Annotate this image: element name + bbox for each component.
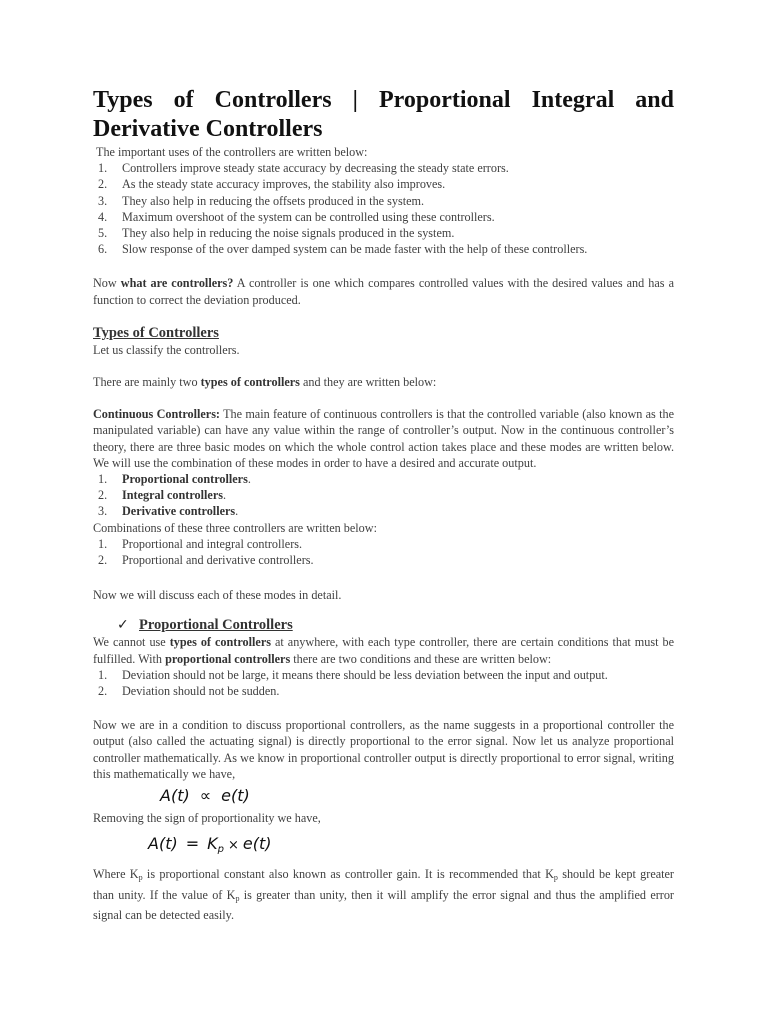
list-item: 3. Derivative controllers. xyxy=(98,504,239,519)
page-title: Types of Controllers | Proportional Integral and Derivative Controllers xyxy=(93,87,674,142)
continuous-paragraph: Continuous Controllers: The main feature of continuous controllers is that the controlled variable (also known as the manipulated variable) can have any value within the range of controller’s output. Now in the continuous controller’s theory, there are three basic modes on which the whole control action takes place and these modes are written below. We will use the combination of these modes in order to have a desired and accurate output. xyxy=(93,407,674,470)
removing-text: Removing the sign of proportionality we have, xyxy=(93,811,321,826)
uses-list xyxy=(93,160,674,257)
gain-equation: $A(t) = K_p \times e(t)$ xyxy=(148,834,272,856)
list-item: 2. As the steady state accuracy improves, the stability also improves. xyxy=(98,177,446,192)
intro-text: The important uses of the controllers are written below: xyxy=(96,145,368,159)
combinations-intro: Combinations of these three controllers are written below: xyxy=(93,520,377,535)
proportional-heading: Proportional Controllers xyxy=(139,617,293,634)
combinations-list xyxy=(93,536,674,568)
list-item: 1. Proportional controllers. xyxy=(98,472,251,487)
conditions-list xyxy=(93,667,674,699)
types-heading: Types of Controllers xyxy=(93,324,219,341)
proportional-heading-row xyxy=(93,616,674,634)
list-item: 1. Proportional and integral controllers. xyxy=(98,536,303,551)
discuss-text: Now we will discuss each of these modes in detail. xyxy=(93,588,342,603)
modes-list xyxy=(93,471,674,520)
list-item: 2. Proportional and derivative controllers. xyxy=(98,553,314,568)
list-item: 1. Controllers improve steady state accuracy by decreasing the steady state errors. xyxy=(98,161,509,176)
list-item: 6. Slow response of the over damped system can be made faster with the help of these controllers. xyxy=(98,242,588,257)
list-item: 3. They also help in reducing the offsets produced in the system. xyxy=(98,193,425,208)
classify-text: Let us classify the controllers. xyxy=(93,342,240,357)
proportional-paragraph: We cannot use types of controllers at anywhere, with each type controller, there are certain conditions that must be fulfilled. With proportional controllers there are two conditions and these are written below: xyxy=(93,635,674,666)
mainly-two-text: There are mainly two types of controllers and they are written below: xyxy=(93,375,437,390)
list-item: 4. Maximum overshoot of the system can be controlled using these controllers. xyxy=(98,209,495,224)
where-paragraph: Where Kp is proportional constant also known as controller gain. It is recommended that Kp should be kept greater than unity. If the value of Kp is greater than unity, then it will amplify the error signal and thus the amplified error signal can be detected easily. xyxy=(93,867,674,922)
list-item: 1. Deviation should not be large, it means there should be less deviation between the input and output. xyxy=(98,667,608,682)
list-item: 2. Integral controllers. xyxy=(98,488,227,503)
document-page xyxy=(93,86,674,923)
list-item: 5. They also help in reducing the noise signals produced in the system. xyxy=(98,226,455,241)
proportionality-equation: A(t) ∝ e(t) xyxy=(160,786,250,806)
what-are-controllers-paragraph: Now what are controllers? A controller is one which compares controlled values with the desired values and has a function to correct the deviation produced. xyxy=(93,276,674,307)
checkmark-icon: ✓ xyxy=(117,617,129,634)
list-item: 2. Deviation should not be sudden. xyxy=(98,684,280,699)
analysis-paragraph: Now we are in a condition to discuss proportional controllers, as the name suggests in a proportional controller the output (also called the actuating signal) is directly proportional to the error signal. Now let us analyze proportional controller mathematically. As we know in proportional controller output is directly proportional to error signal, writing this mathematically we have, xyxy=(93,718,674,781)
